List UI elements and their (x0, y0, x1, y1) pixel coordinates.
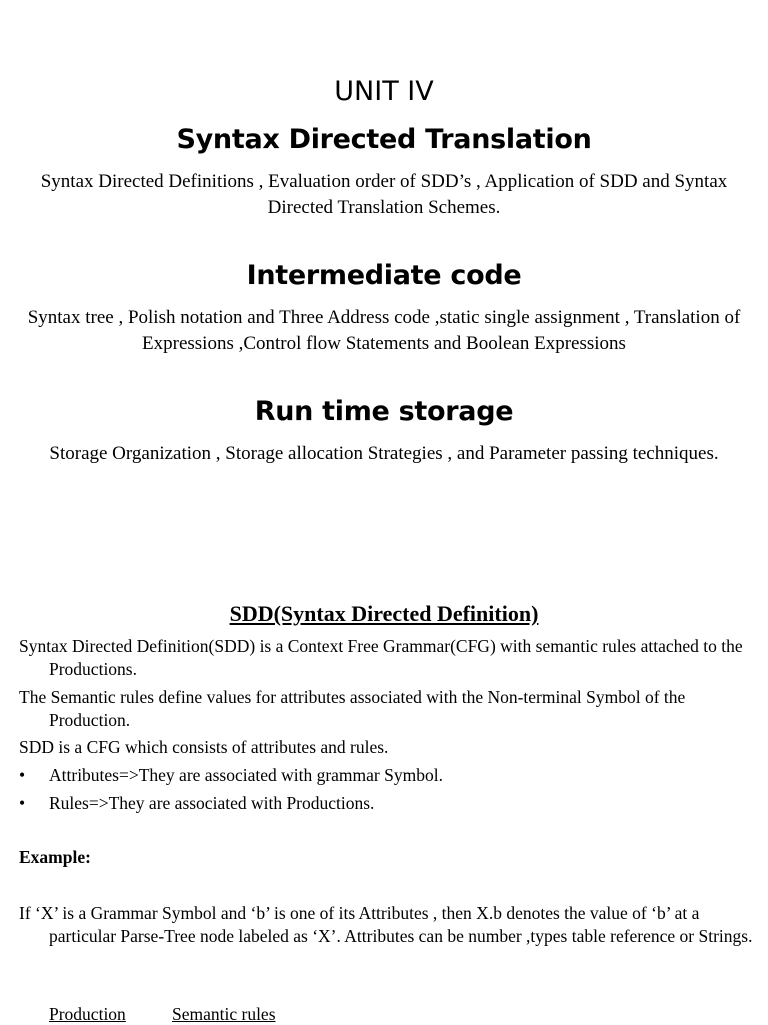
table-header-production: Production (49, 1004, 126, 1024)
sdd-paragraph-cfg: SDD is a CFG which consists of attributes and rules. (19, 737, 389, 757)
summary-intermediate-code: Syntax tree , Polish notation and Three Address code ,static single assignment , Translation of Expressions ,Control flow Statements and Boolean Expressions (27, 307, 741, 354)
bullet-icon: • (19, 793, 26, 813)
heading-run-time-storage: Run time storage (254, 396, 514, 427)
table-header-semantic-rules: Semantic rules (172, 1004, 276, 1024)
summary-syntax-directed-translation: Syntax Directed Definitions , Evaluation order of SDD’s , Application of SDD and Syntax Directed Translation Schemes. (40, 171, 728, 218)
sdd-paragraph-definition: Syntax Directed Definition(SDD) is a Context Free Grammar(CFG) with semantic rules attached to the Productions. (19, 636, 743, 679)
example-paragraph: If ‘X’ is a Grammar Symbol and ‘b’ is one of its Attributes , then X.b denotes the value of ‘b’ at a particular Parse-Tree node labeled as ‘X’. Attributes can be number ,types table reference or Strings. (19, 903, 753, 946)
sdd-paragraph-semantic-rules: The Semantic rules define values for attributes associated with the Non-terminal Symbol of the Production. (19, 687, 686, 730)
heading-syntax-directed-translation: Syntax Directed Translation (176, 124, 592, 155)
unit-title: UNIT IV (334, 76, 434, 107)
bullet-icon: • (19, 765, 26, 785)
bullet-text: Attributes=>They are associated with grammar Symbol. (49, 765, 443, 785)
example-label: Example: (19, 847, 91, 867)
bullet-text: Rules=>They are associated with Productions. (49, 793, 375, 813)
summary-run-time-storage: Storage Organization , Storage allocation Strategies , and Parameter passing techniques. (49, 443, 719, 464)
heading-intermediate-code: Intermediate code (246, 260, 522, 291)
sdd-heading: SDD(Syntax Directed Definition) (229, 601, 539, 626)
